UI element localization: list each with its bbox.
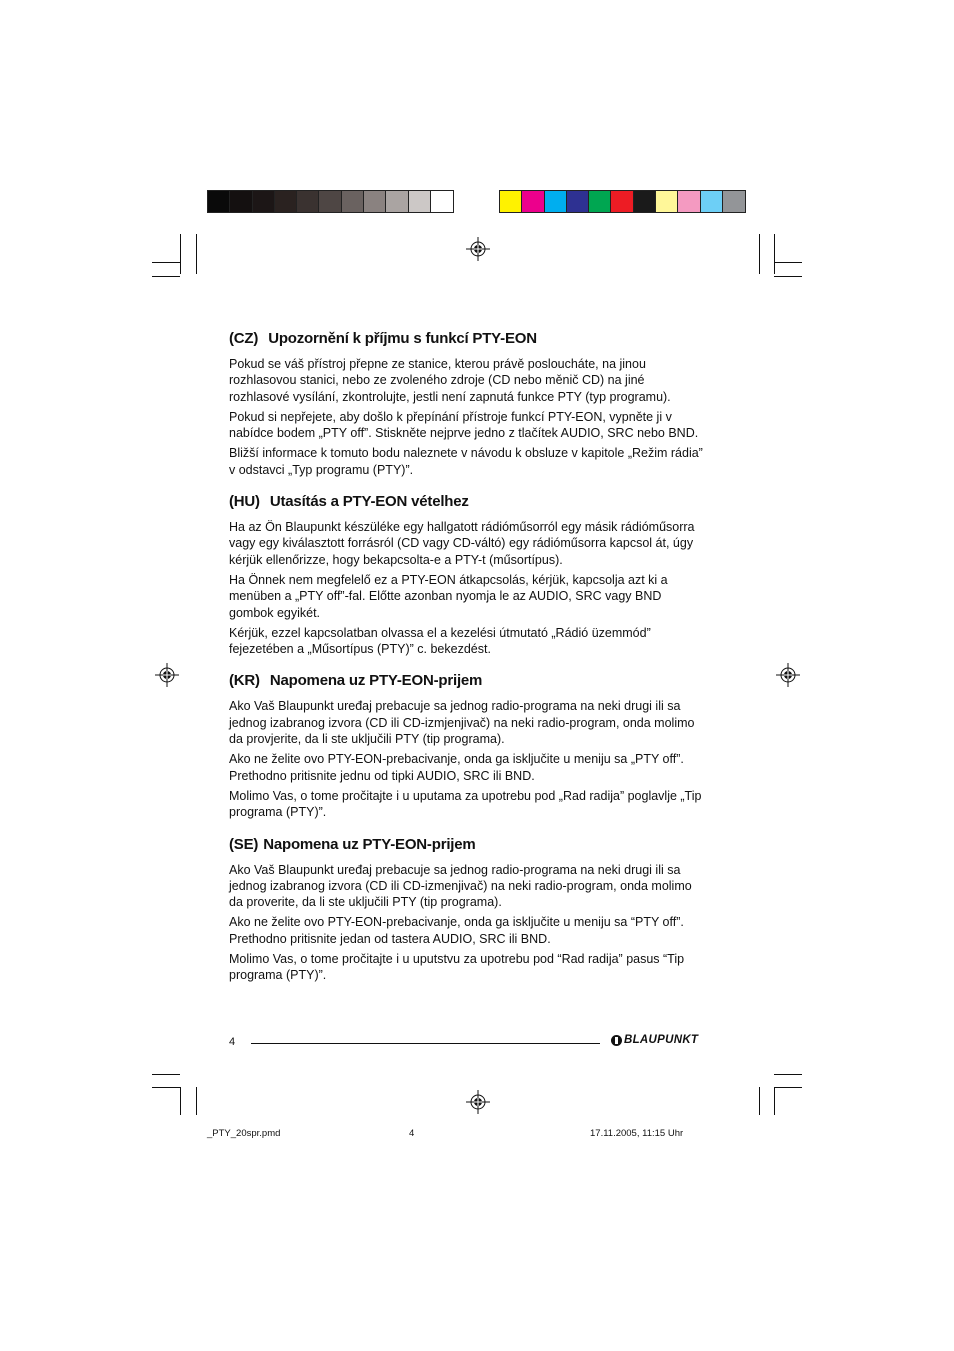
crop-mark [152, 1074, 180, 1075]
section-heading [229, 836, 707, 854]
color-swatch [611, 191, 633, 212]
section-title: Napomena uz PTY-EON-prijem [263, 835, 476, 853]
grayscale-calibration-bar [207, 190, 454, 213]
blaupunkt-logo-icon [611, 1035, 622, 1046]
footer-rule [251, 1043, 600, 1044]
color-calibration-bar [499, 190, 746, 213]
brand-logo [611, 1034, 698, 1046]
section-title: Napomena uz PTY-EON-prijem [269, 672, 483, 690]
print-file-name: _PTY_20spr.pmd [207, 1128, 281, 1139]
color-swatch [500, 191, 522, 212]
paragraph: Pokud se váš přístroj přepne ze stanice, kterou právě posloucháte, na jinou rozhlasovou stanici, nebo ze zvoleného zdroje (CD nebo měnič CD) na jiné rozhlasové vysílání, zkontrolujte, jestli není zapnutá funkce PTY (typ programu). [229, 357, 671, 404]
color-swatch [275, 191, 297, 212]
color-swatch [567, 191, 589, 212]
color-swatch [678, 191, 700, 212]
paragraph: Molimo Vas, o tome pročitajte i u uputstvu za upotrebu pod “Rad radija” pasus “Tip programa (PTY)”. [229, 952, 685, 983]
color-swatch [230, 191, 252, 212]
registration-mark-icon [466, 237, 490, 261]
language-code: (CZ) [229, 330, 259, 347]
color-swatch [723, 191, 745, 212]
crop-mark [774, 1087, 802, 1088]
section-hu [229, 493, 707, 657]
color-swatch [319, 191, 341, 212]
section-heading [229, 330, 707, 348]
brand-name: BLAUPUNKT [624, 1034, 699, 1046]
section-cz [229, 330, 707, 478]
color-swatch [701, 191, 723, 212]
paragraph: Molimo Vas, o tome pročitajte i u uputama za upotrebu pod „Rad radija” poglavlje „Tip programa (PTY)”. [229, 788, 702, 820]
section-heading [229, 493, 707, 511]
paragraph: Kérjük, ezzel kapcsolatban olvassa el a kezelési útmutató „Rádió üzemmód” fejezetében a „Műsortípus (PTY)” c. bekezdést. [229, 625, 651, 657]
paragraph: Ha az Ön Blaupunkt készüléke egy hallgatott rádióműsorról egy másik rádióműsorra vagy egy kiválasztott forrásról (CD vagy CD-váltó) egy rádióműsorra kapcsol át, úgy kérjük ellenőrizze, hogy bekapcsolta-e a PTY-t (műsortípus). [229, 520, 695, 567]
paragraph: Ako ne želite ovo PTY-EON-prebacivanje, onda ga isključite u meniju sa „PTY off”. Prethodno pritisnite jednu od tipki AUDIO, SRC ili BND. [229, 752, 684, 783]
paragraph: Bližší informace k tomuto bodu naleznete v návodu k obsluze v kapitole „Režim rádia” v odstavci „Typ programu (PTY)”. [229, 446, 703, 477]
section-title: Utasítás a PTY-EON vételhez [269, 493, 469, 511]
color-swatch [364, 191, 386, 212]
color-swatch [342, 191, 364, 212]
crop-mark [180, 1087, 181, 1115]
crop-mark [196, 234, 197, 274]
color-swatch [409, 191, 431, 212]
crop-mark [152, 1087, 180, 1088]
section-se [229, 836, 707, 984]
color-swatch [589, 191, 611, 212]
color-swatch [208, 191, 230, 212]
paragraph: Ako Vaš Blaupunkt uređaj prebacuje sa jednog radio-programa na neki drugi ili sa jednog izabranog izvora (CD ili CD-izmjenjivač) na neki radio-program, onda molimo da provjerite, da li ste uključili PTY (tip programa). [229, 699, 695, 747]
section-title: Upozornění k příjmu s funkcí PTY-EON [268, 330, 537, 347]
registration-mark-icon [466, 1090, 490, 1114]
main-content [229, 330, 707, 999]
paragraph: Ako ne želite ovo PTY-EON-prebacivanje, onda ga isključite u meniju sa “PTY off”. Prethodno pritisnite jedan od tastera AUDIO, SRC ili BND. [229, 915, 684, 946]
crop-mark [180, 234, 181, 274]
crop-mark [759, 234, 760, 274]
paragraph: Ha Önnek nem megfelelő ez a PTY-EON átkapcsolás, kérjük, kapcsolja azt ki a menüben a „PTY off”-fal. Előtte azonban nyomja le az AUDIO, SRC vagy BND gombok egyikét. [229, 572, 668, 620]
color-swatch [431, 191, 453, 212]
color-swatch [297, 191, 319, 212]
color-swatch [634, 191, 656, 212]
paragraph: Pokud si nepřejete, aby došlo k přepínání přístroje funkcí PTY-EON, vypněte ji v nabídce bodem „PTY off”. Stiskněte nejprve jedno z tlačítek AUDIO, SRC nebo BND. [229, 409, 699, 441]
crop-mark [774, 262, 802, 263]
paragraph: Ako Vaš Blaupunkt uređaj prebacuje sa jednog radio-programa na neki drugi ili sa jednog izabranog izvora (CD ili CD-izmenjivač) na neki radio-program, onda molimo da proverite, da li ste uključili PTY (tip programa). [229, 862, 692, 910]
crop-mark [774, 234, 775, 274]
crop-mark [774, 1074, 802, 1075]
crop-mark [759, 1087, 760, 1115]
registration-mark-icon [155, 663, 179, 687]
language-code: (HU) [229, 493, 260, 511]
color-swatch [656, 191, 678, 212]
crop-mark [152, 262, 180, 263]
crop-mark [152, 276, 180, 277]
color-swatch [522, 191, 544, 212]
color-swatch [545, 191, 567, 212]
crop-mark [196, 1087, 197, 1115]
section-heading [229, 672, 707, 690]
color-swatch [253, 191, 275, 212]
crop-mark [774, 276, 802, 277]
language-code: (KR) [229, 672, 260, 690]
language-code: (SE) [229, 835, 259, 853]
section-kr [229, 672, 707, 820]
print-timestamp: 17.11.2005, 11:15 Uhr [590, 1128, 684, 1139]
color-swatch [386, 191, 408, 212]
registration-mark-icon [776, 663, 800, 687]
page-number: 4 [229, 1036, 236, 1048]
print-page-number: 4 [409, 1128, 415, 1139]
crop-mark [774, 1087, 775, 1115]
